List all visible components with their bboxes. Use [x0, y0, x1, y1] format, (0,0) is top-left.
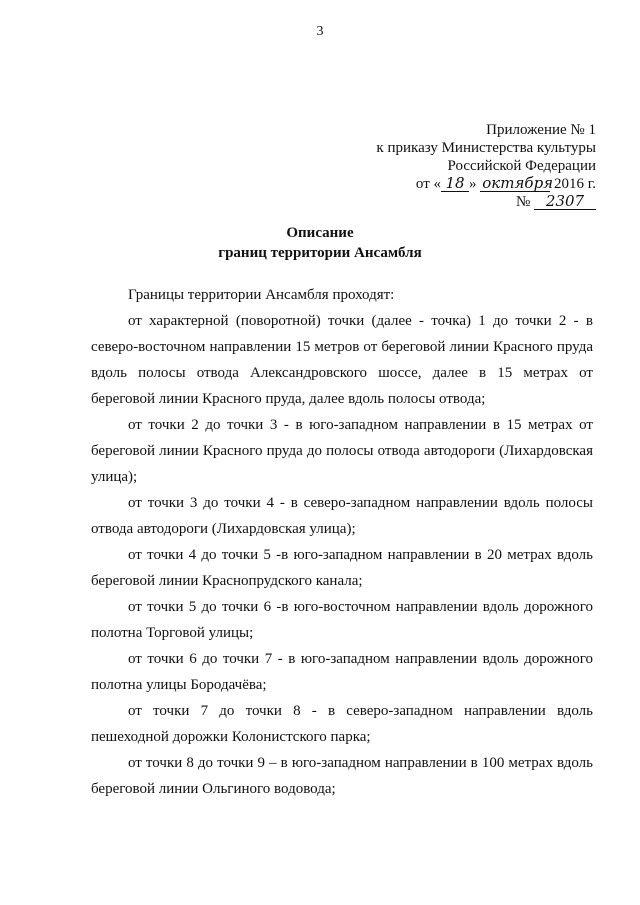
date-year: 2016 г. [554, 176, 596, 192]
handwritten-number: 2307 [534, 193, 596, 210]
boundary-paragraph-6: от точки 6 до точки 7 - в юго-западном направлении вдоль дорожного полотна улицы Бородачёва; [91, 651, 593, 693]
date-mid: » [469, 176, 477, 192]
boundary-paragraph-5: от точки 5 до точки 6 -в юго-восточном направлении вдоль дорожного полотна Торговой улицы; [91, 599, 593, 641]
handwritten-day: 18 [441, 175, 469, 192]
appendix-order: к приказу Министерства культуры [376, 140, 596, 156]
handwritten-month: октября [482, 174, 554, 192]
appendix-block [296, 121, 596, 211]
boundary-paragraph-1: от характерной (поворотной) точки (далее - точка) 1 до точки 2 - в северо-восточном направлении 15 метров от береговой линии Красного пруда вдоль полосы отвода Александровского шоссе, далее в 15 метрах от береговой линии Красного пруда, далее вдоль полосы отвода; [91, 313, 593, 407]
appendix-title: Приложение № 1 [486, 122, 596, 138]
boundary-paragraph-2: от точки 2 до точки 3 - в юго-западном направлении в 15 метрах от береговой линии Красного пруда до полосы отвода автодороги (Лихардовская улица); [91, 417, 593, 485]
title-line-1: Описание [286, 225, 354, 241]
document-title [0, 223, 640, 263]
boundary-paragraph-7: от точки 7 до точки 8 - в северо-западном направлении вдоль пешеходной дорожки Колонистского парка; [91, 703, 593, 745]
title-line-2: границ территории Ансамбля [218, 245, 422, 261]
date-prefix: от « [415, 176, 442, 192]
intro-paragraph: Границы территории Ансамбля проходят: [128, 287, 395, 303]
boundary-paragraph-8: от точки 8 до точки 9 – в юго-западном направлении в 100 метрах вдоль береговой линии Ольгиного водовода; [91, 755, 593, 797]
document-body [91, 282, 593, 802]
boundary-paragraph-3: от точки 3 до точки 4 - в северо-западном направлении вдоль полосы отвода автодороги (Лихардовская улица); [91, 495, 593, 537]
appendix-ministry: Российской Федерации [447, 158, 596, 174]
appendix-number [296, 193, 596, 211]
number-prefix: № [515, 194, 531, 210]
boundary-paragraph-4: от точки 4 до точки 5 -в юго-западном направлении в 20 метрах вдоль береговой линии Краснопрудского канала; [91, 547, 593, 589]
page-number: 3 [316, 24, 324, 39]
appendix-date [296, 175, 596, 193]
